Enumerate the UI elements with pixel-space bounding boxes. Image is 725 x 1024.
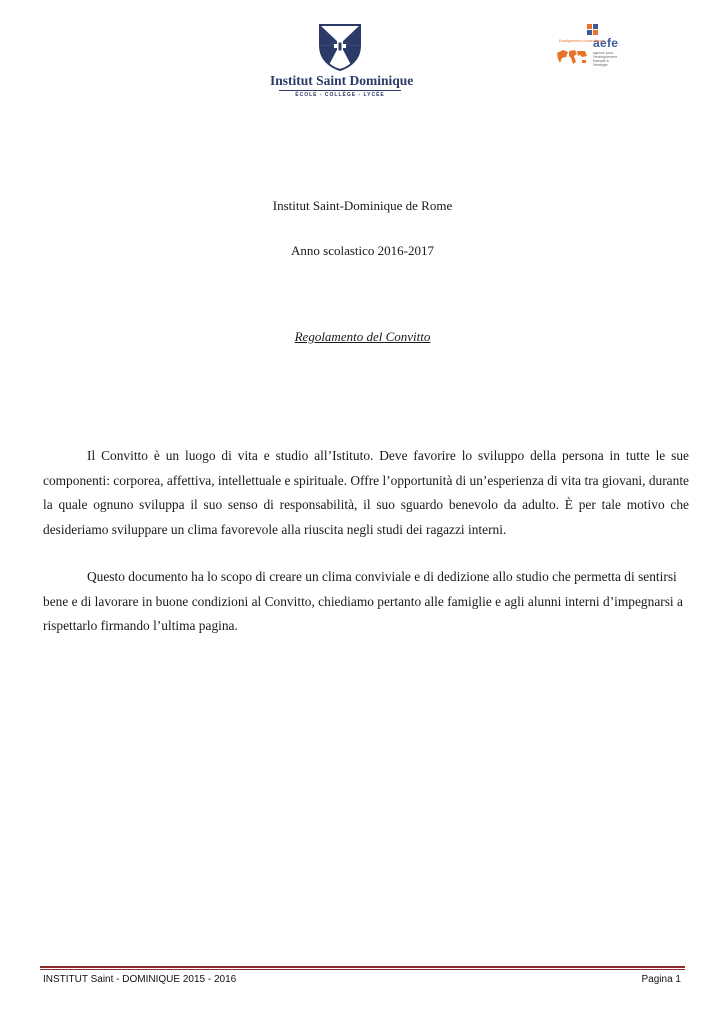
page-number: Pagina 1 (641, 974, 681, 985)
footer-rule (40, 966, 685, 968)
school-logo-name: Institut Saint Dominique (270, 73, 414, 88)
document-heading: Regolamento del Convitto (294, 329, 431, 344)
aefe-logo-label-gray: agence pour l'enseignement français à l'étranger (593, 51, 618, 67)
school-year: Anno scolastico 2016-2017 (291, 243, 434, 258)
school-logo-tagline: ÉCOLE - COLLÈGE - LYCÉE (295, 92, 385, 98)
footer-rule-thin (40, 969, 685, 970)
world-map-icon (555, 47, 589, 67)
aefe-badge-icon (587, 24, 599, 36)
footer-school-text: INSTITUT Saint - DOMINIQUE 2015 - 2016 (43, 974, 237, 985)
paragraph-2: Questo documento ha lo scopo di creare un clima conviviale e di dedizione allo studio che permetta di sentirsi bene e di lavorare in buone condizioni al Convitto, chiediamo pertanto alle famiglie e agli alunni interni d’impegnarsi a rispettarlo firmando l’ultima pagina. (43, 569, 683, 634)
aefe-logo (553, 24, 633, 72)
school-logo-divider (279, 90, 401, 91)
aefe-logo-word: aefe (593, 36, 619, 50)
institution-title: Institut Saint-Dominique de Rome (272, 198, 453, 213)
school-logo (270, 22, 414, 102)
aefe-logo-label-orange: Enseignement conventionné (559, 39, 605, 43)
shield-icon (317, 22, 363, 72)
paragraph-1: Il Convitto è un luogo di vita e studio all’Istituto. Deve favorire lo sviluppo della persona in tutte le sue componenti: corporea, affettiva, intellettuale e spirituale. Offre l’opportunità di un’esperienza di vita tra giovani, durante la quale ognuno sviluppa il suo senso di responsabilità, il suo sguardo benevolo da adulto. È per tale motivo che desideriamo sviluppare un clima favorevole alla riuscita negli studi dei ragazzi interni. (43, 448, 689, 537)
